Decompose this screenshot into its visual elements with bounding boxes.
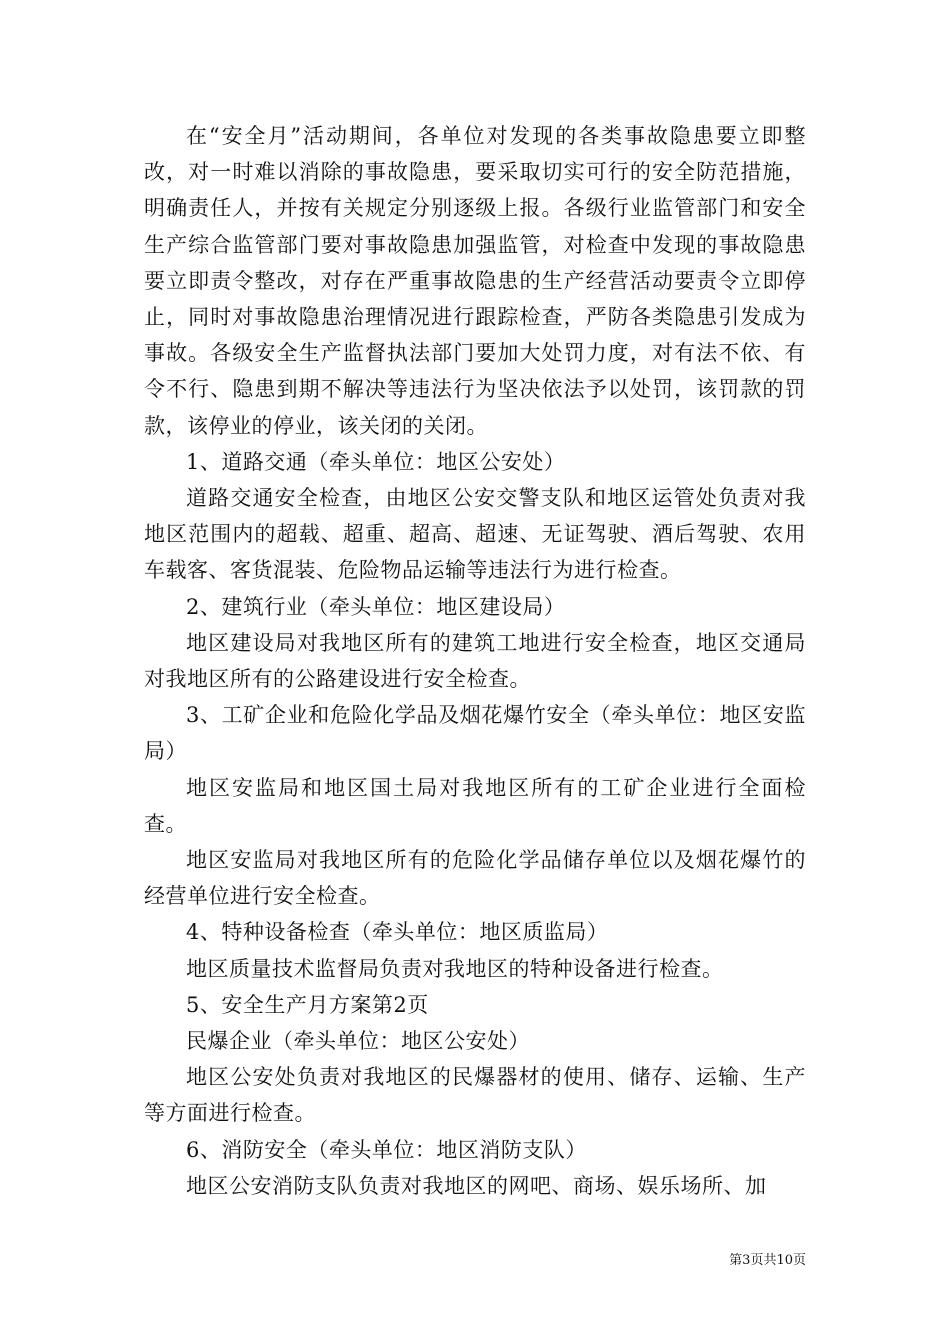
paragraph-mining: 地区安监局和地区国土局对我地区所有的工矿企业进行全面检查。 — [144, 775, 806, 836]
heading-item-5: 5、安全生产月方案第2页 — [186, 992, 429, 1017]
page-number-footer: 第3页共10页 — [729, 1253, 806, 1268]
document-body — [144, 118, 806, 1204]
heading-road-traffic: 1、道路交通（牵头单位：地区公安处） — [186, 449, 566, 474]
heading-mining-chemicals-fireworks: 3、工矿企业和危险化学品及烟花爆竹安全（牵头单位：地区安监局） — [144, 703, 806, 764]
paragraph-chemicals-fireworks: 地区安监局对我地区所有的危险化学品储存单位以及烟花爆竹的经营单位进行安全检查。 — [144, 848, 806, 909]
heading-fire-safety: 6、消防安全（牵头单位：地区消防支队） — [186, 1137, 587, 1162]
paragraph-civil-explosives: 地区公安处负责对我地区的民爆器材的使用、储存、运输、生产等方面进行检查。 — [144, 1065, 806, 1126]
paragraph-construction: 地区建设局对我地区所有的建筑工地进行安全检查，地区交通局对我地区所有的公路建设进行安全检查。 — [144, 630, 806, 692]
heading-construction: 2、建筑行业（牵头单位：地区建设局） — [186, 594, 566, 619]
heading-civil-explosives: 民爆企业（牵头单位：地区公安处） — [186, 1029, 530, 1054]
paragraph-fire-safety: 地区公安消防支队负责对我地区的网吧、商场、娱乐场所、加 — [186, 1173, 767, 1198]
paragraph-road-traffic: 道路交通安全检查，由地区公安交警支队和地区运管处负责对我地区范围内的超载、超重、超高、超速、无证驾驶、酒后驾驶、农用车载客、客货混装、危险物品运输等违法行为进行检查。 — [144, 486, 806, 583]
paragraph-special-equipment: 地区质量技术监督局负责对我地区的特种设备进行检查。 — [186, 956, 724, 981]
heading-special-equipment: 4、特种设备检查（牵头单位：地区质监局） — [186, 920, 609, 945]
paragraph-safety-month-rectification: 在“安全月”活动期间，各单位对发现的各类事故隐患要立即整改，对一时难以消除的事故隐患，要采取切实可行的安全防范措施，明确责任人，并按有关规定分别逐级上报。各级行业监管部门和安全生产综合监管部门要对事故隐患加强监管，对检查中发现的事故隐患要立即责令整改，对存在严重事故隐患的生产经营活动要责令立即停止，同时对事故隐患治理情况进行跟踪检查，严防各类隐患引发成为事故。各级安全生产监督执法部门要加大处罚力度，对有法不依、有令不行、隐患到期不解决等违法行为坚决依法予以处罚，该罚款的罚款，该停业的停业，该关闭的关闭。 — [144, 124, 806, 438]
